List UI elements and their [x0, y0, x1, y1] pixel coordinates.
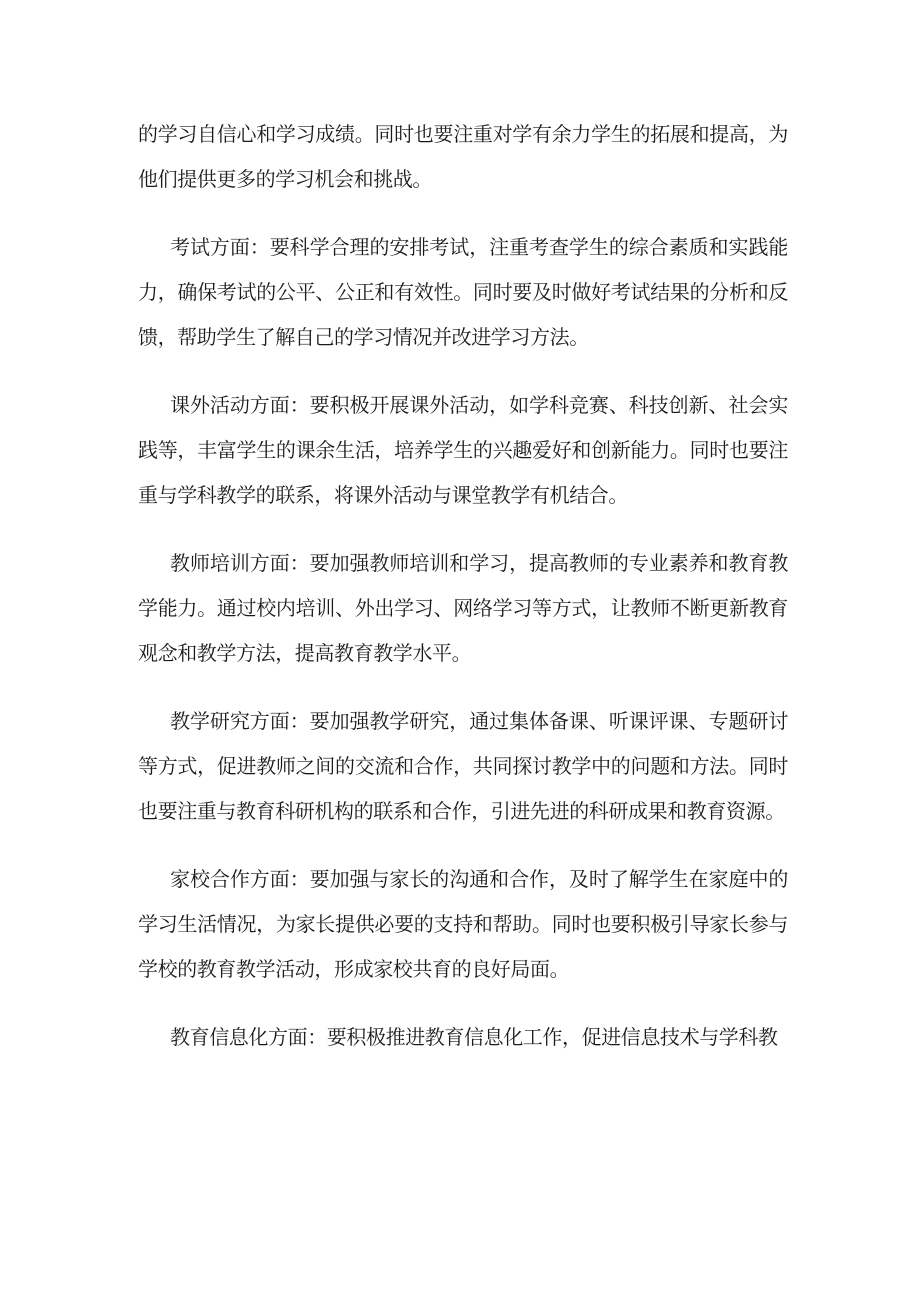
paragraph-continuation: 的学习自信心和学习成绩。同时也要注重对学有余力学生的拓展和提高，为他们提供更多的学习机会和挑战。 [138, 122, 788, 191]
paragraph-informatization: 教育信息化方面：要积极推进教育信息化工作，促进信息技术与学科教 [170, 1025, 778, 1049]
document-body [138, 112, 788, 1060]
paragraph-extracurricular: 课外活动方面：要积极开展课外活动，如学科竞赛、科技创新、社会实践等，丰富学生的课余生活，培养学生的兴趣爱好和创新能力。同时也要注重与学科教学的联系，将课外活动与课堂教学有机结合。 [138, 393, 788, 507]
paragraph-exams: 考试方面：要科学合理的安排考试，注重考查学生的综合素质和实践能力，确保考试的公平、公正和有效性。同时要及时做好考试结果的分析和反馈，帮助学生了解自己的学习情况并改进学习方法。 [138, 235, 788, 349]
paragraph-home-school: 家校合作方面：要加强与家长的沟通和合作，及时了解学生在家庭中的学习生活情况，为家长提供必要的支持和帮助。同时也要积极引导家长参与学校的教育教学活动，形成家校共育的良好局面。 [138, 867, 788, 981]
paragraph-teaching-research: 教学研究方面：要加强教学研究，通过集体备课、听课评课、专题研讨等方式，促进教师之间的交流和合作，共同探讨教学中的问题和方法。同时也要注重与教育科研机构的联系和合作，引进先进的科研成果和教育资源。 [138, 709, 788, 823]
paragraph-teacher-training: 教师培训方面：要加强教师培训和学习，提高教师的专业素养和教育教学能力。通过校内培训、外出学习、网络学习等方式，让教师不断更新教育观念和教学方法，提高教育教学水平。 [138, 551, 788, 665]
